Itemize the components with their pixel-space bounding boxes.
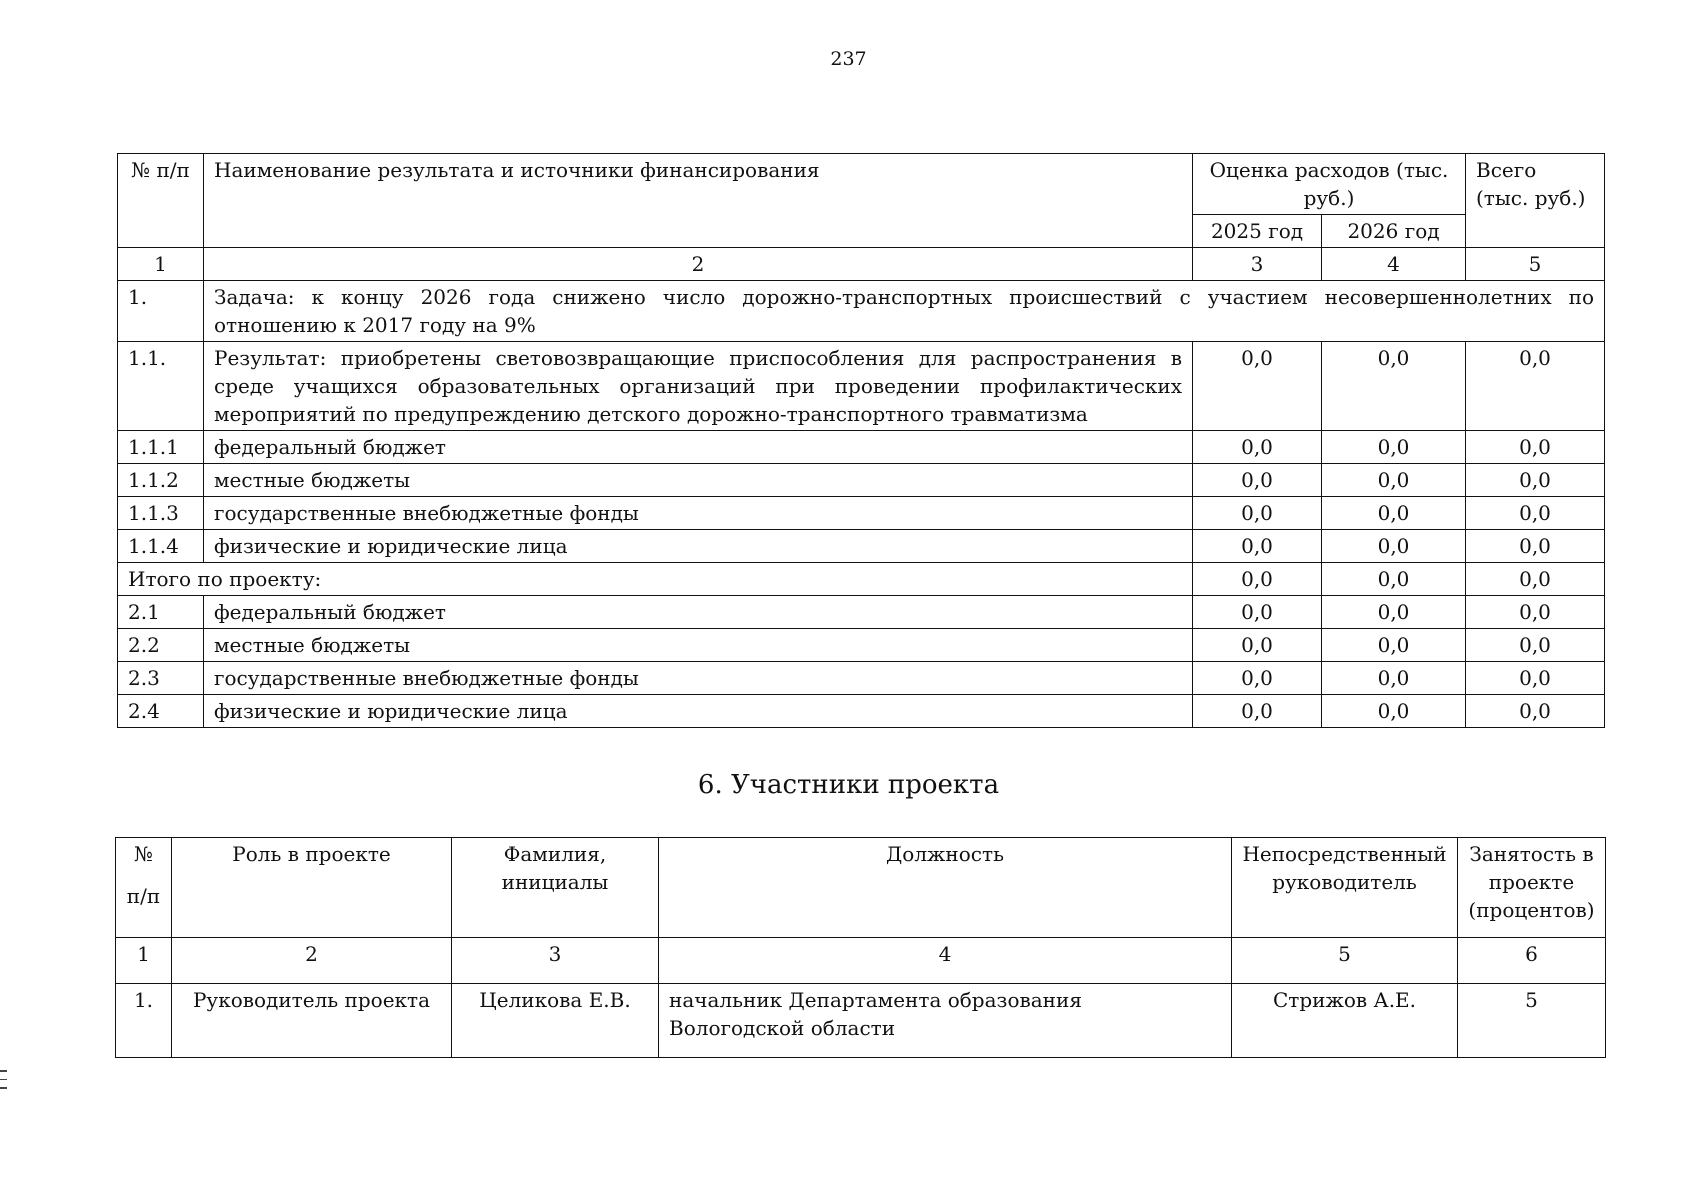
participant-role: Руководитель проекта	[172, 984, 452, 1058]
row-num: 2.2	[118, 629, 204, 662]
table-row	[118, 464, 1605, 497]
header-supervisor: Непосредственный руководитель	[1232, 838, 1458, 938]
participant-name: Целикова Е.В.	[452, 984, 659, 1058]
row-value-total: 0,0	[1466, 695, 1605, 728]
row-name: физические и юридические лица	[204, 695, 1193, 728]
project-total-2026: 0,0	[1322, 563, 1466, 596]
row-num: 1.1.1	[118, 431, 204, 464]
header-num: № п/п	[118, 154, 204, 248]
financing-table	[117, 153, 1605, 728]
result-value-2025: 0,0	[1193, 342, 1322, 431]
row-value-total: 0,0	[1466, 464, 1605, 497]
row-value-total: 0,0	[1466, 629, 1605, 662]
header-name: Наименование результата и источники финансирования	[204, 154, 1193, 248]
table-row	[118, 530, 1605, 563]
table-row	[118, 431, 1605, 464]
row-value-2025: 0,0	[1193, 629, 1322, 662]
row-name: местные бюджеты	[204, 464, 1193, 497]
row-value-2025: 0,0	[1193, 596, 1322, 629]
header-estimate: Оценка расходов (тыс. руб.)	[1193, 154, 1466, 215]
header-employment: Занятость в проекте (процентов)	[1458, 838, 1606, 938]
index-cell: 4	[1322, 248, 1466, 281]
header-role: Роль в проекте	[172, 838, 452, 938]
table-row	[118, 596, 1605, 629]
project-total-label: Итого по проекту:	[118, 563, 1193, 596]
index-cell: 1	[116, 938, 172, 984]
table-row	[116, 984, 1606, 1058]
row-name: государственные внебюджетные фонды	[204, 497, 1193, 530]
index-cell: 4	[659, 938, 1232, 984]
index-cell: 6	[1458, 938, 1606, 984]
row-value-total: 0,0	[1466, 431, 1605, 464]
header-row	[118, 154, 1605, 215]
row-num: 2.4	[118, 695, 204, 728]
row-name: местные бюджеты	[204, 629, 1193, 662]
index-row	[118, 248, 1605, 281]
row-num: 1.1.2	[118, 464, 204, 497]
index-row	[116, 938, 1606, 984]
index-cell: 5	[1466, 248, 1605, 281]
page-number: 237	[830, 48, 867, 70]
row-value-total: 0,0	[1466, 662, 1605, 695]
row-value-2026: 0,0	[1322, 431, 1466, 464]
row-value-2026: 0,0	[1322, 464, 1466, 497]
row-value-2026: 0,0	[1322, 695, 1466, 728]
table-row	[118, 629, 1605, 662]
header-num	[116, 838, 172, 938]
row-value-2025: 0,0	[1193, 530, 1322, 563]
participant-supervisor: Стрижов А.Е.	[1232, 984, 1458, 1058]
row-num: 2.1	[118, 596, 204, 629]
table-row	[118, 662, 1605, 695]
table-row	[118, 695, 1605, 728]
row-num: 1.1.3	[118, 497, 204, 530]
project-total-total: 0,0	[1466, 563, 1605, 596]
result-value-2026: 0,0	[1322, 342, 1466, 431]
row-value-2025: 0,0	[1193, 431, 1322, 464]
project-total-row	[118, 563, 1605, 596]
row-num: 2.3	[118, 662, 204, 695]
row-value-total: 0,0	[1466, 497, 1605, 530]
row-value-total: 0,0	[1466, 530, 1605, 563]
row-value-2026: 0,0	[1322, 629, 1466, 662]
task-row	[118, 281, 1605, 342]
header-year-2025: 2025 год	[1193, 215, 1322, 248]
header-year-2026: 2026 год	[1322, 215, 1466, 248]
row-value-total: 0,0	[1466, 596, 1605, 629]
header-position: Должность	[659, 838, 1232, 938]
task-num: 1.	[118, 281, 204, 342]
row-num: 1.1.4	[118, 530, 204, 563]
index-cell: 3	[1193, 248, 1322, 281]
participant-position: начальник Департамента образования Вологодской области	[659, 984, 1232, 1058]
table-row	[118, 497, 1605, 530]
index-cell: 1	[118, 248, 204, 281]
header-name: Фамилия, инициалы	[452, 838, 659, 938]
margin-marks	[0, 1070, 8, 1096]
row-value-2026: 0,0	[1322, 530, 1466, 563]
row-value-2026: 0,0	[1322, 497, 1466, 530]
row-value-2025: 0,0	[1193, 497, 1322, 530]
project-total-2025: 0,0	[1193, 563, 1322, 596]
result-text: Результат: приобретены световозвращающие приспособления для распространения в среде учащихся образовательных организаций при проведении профилактических мероприятий по предупреждению детского дорожно-транспортного травматизма	[204, 342, 1193, 431]
section-title: 6. Участники проекта	[697, 770, 1000, 800]
participant-num: 1.	[116, 984, 172, 1058]
result-row	[118, 342, 1605, 431]
participant-employment: 5	[1458, 984, 1606, 1058]
header-total: Всего (тыс. руб.)	[1466, 154, 1605, 248]
header-num-pp: п/п	[126, 884, 161, 908]
row-name: федеральный бюджет	[204, 431, 1193, 464]
participants-table	[115, 837, 1606, 1058]
task-text: Задача: к концу 2026 года снижено число дорожно-транспортных происшествий с участием несовершеннолетних по отношению к 2017 году на 9%	[204, 281, 1605, 342]
header-num-sign: №	[134, 842, 153, 866]
row-name: государственные внебюджетные фонды	[204, 662, 1193, 695]
row-name: физические и юридические лица	[204, 530, 1193, 563]
row-value-2026: 0,0	[1322, 596, 1466, 629]
row-name: федеральный бюджет	[204, 596, 1193, 629]
index-cell: 2	[172, 938, 452, 984]
row-value-2025: 0,0	[1193, 695, 1322, 728]
row-value-2025: 0,0	[1193, 464, 1322, 497]
index-cell: 5	[1232, 938, 1458, 984]
index-cell: 3	[452, 938, 659, 984]
result-value-total: 0,0	[1466, 342, 1605, 431]
index-cell: 2	[204, 248, 1193, 281]
header-row	[116, 838, 1606, 938]
row-value-2025: 0,0	[1193, 662, 1322, 695]
row-value-2026: 0,0	[1322, 662, 1466, 695]
result-num: 1.1.	[118, 342, 204, 431]
